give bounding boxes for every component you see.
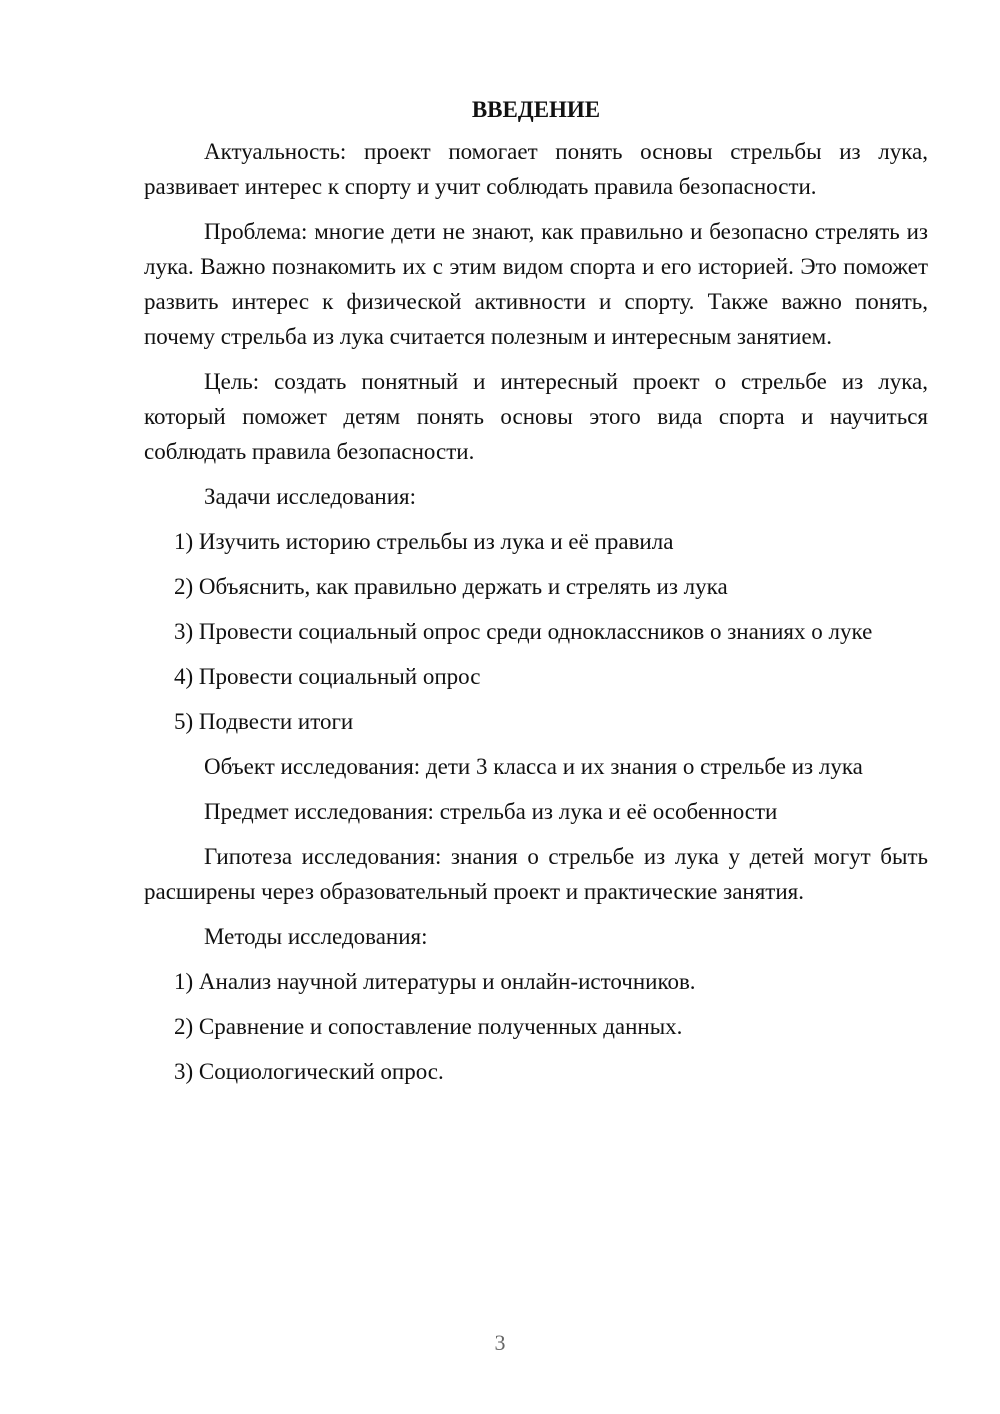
method-item: 1) Анализ научной литературы и онлайн-источников. <box>174 969 696 994</box>
document-page <box>144 92 928 1099</box>
methods-heading: Методы исследования: <box>204 924 428 949</box>
task-item: 4) Провести социальный опрос <box>174 664 481 689</box>
section-title: ВВЕДЕНИЕ <box>471 97 601 122</box>
task-item: 2) Объяснить, как правильно держать и стрелять из лука <box>174 574 728 599</box>
tasks-heading: Задачи исследования: <box>204 484 417 509</box>
hypothesis-paragraph: Гипотеза исследования: знания о стрельбе из лука у детей могут быть расширены через образовательный проект и практические занятия. <box>144 844 928 904</box>
task-item: 1) Изучить историю стрельбы из лука и её правила <box>174 529 674 554</box>
goal-paragraph: Цель: создать понятный и интересный проект о стрельбе из лука, который поможет детям понять основы этого вида спорта и научиться соблюдать правила безопасности. <box>144 369 928 464</box>
research-subject: Предмет исследования: стрельба из лука и её особенности <box>204 799 778 824</box>
method-item: 2) Сравнение и сопоставление полученных данных. <box>174 1014 683 1039</box>
task-item: 5) Подвести итоги <box>174 709 354 734</box>
relevance-paragraph: Актуальность: проект помогает понять основы стрельбы из лука, развивает интерес к спорту и учит соблюдать правила безопасности. <box>144 139 928 199</box>
problem-paragraph: Проблема: многие дети не знают, как правильно и безопасно стрелять из лука. Важно познакомить их с этим видом спорта и его историей. Это поможет развить интерес к физической активности и спорту. Также важно понять, почему стрельба из лука считается полезным и интересным занятием. <box>144 219 928 349</box>
page-number: 3 <box>494 1330 506 1355</box>
research-object: Объект исследования: дети 3 класса и их знания о стрельбе из лука <box>204 754 863 779</box>
method-item: 3) Социологический опрос. <box>174 1059 444 1084</box>
task-item: 3) Провести социальный опрос среди одноклассников о знаниях о луке <box>174 619 873 644</box>
